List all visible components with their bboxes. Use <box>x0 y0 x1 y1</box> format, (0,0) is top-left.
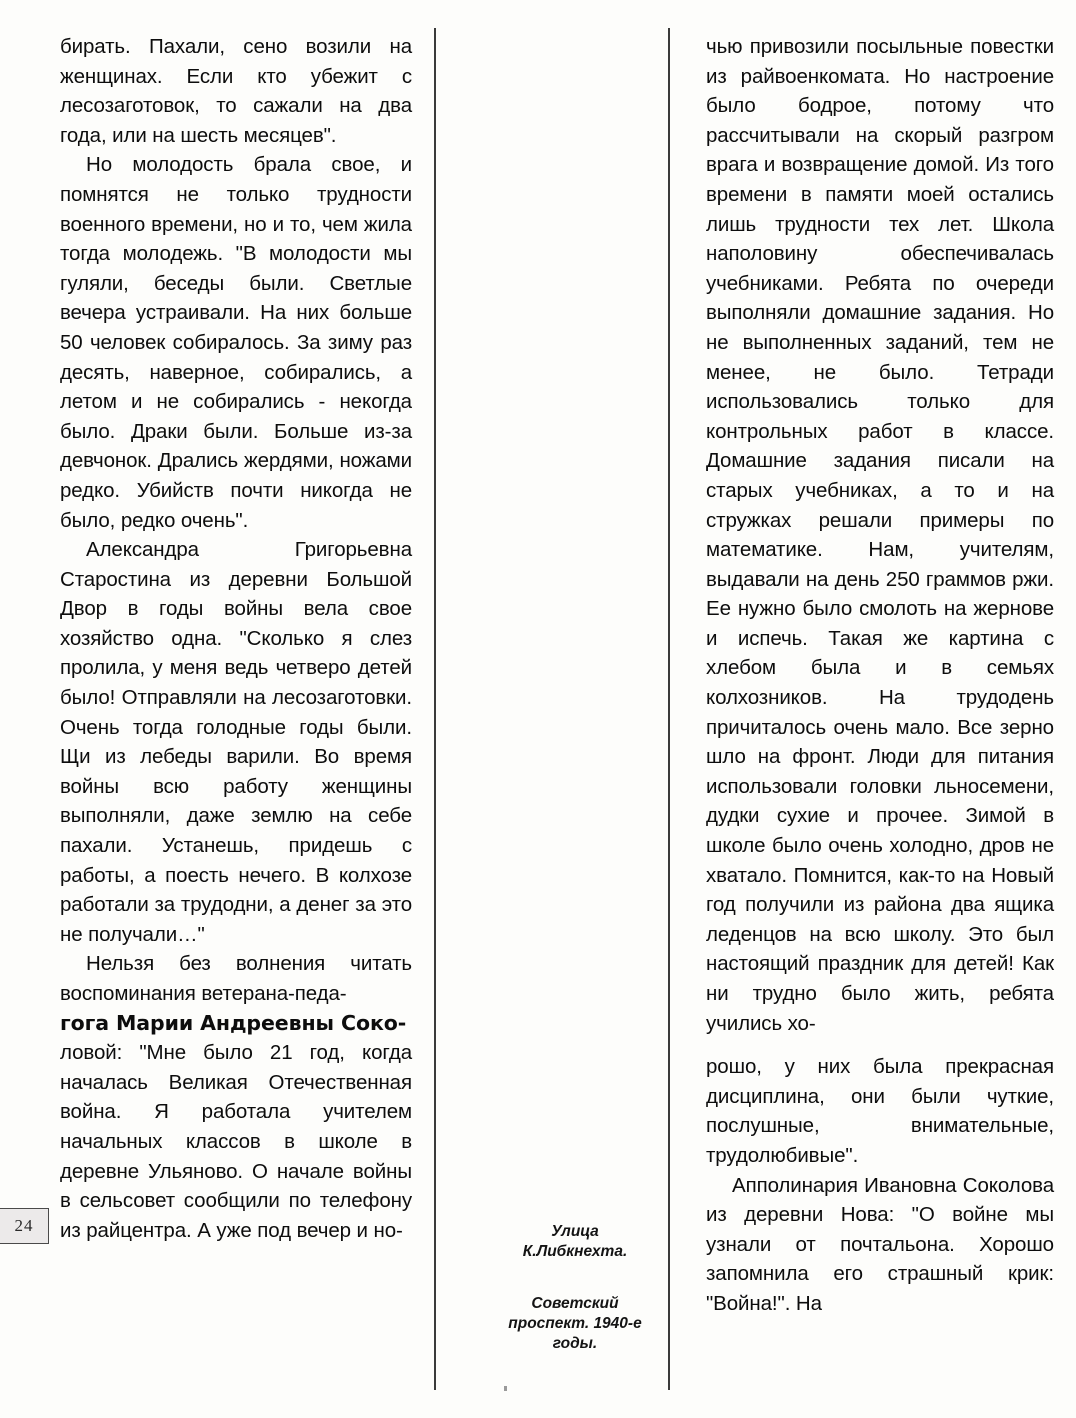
paragraph: бирать. Пахали, сено возили на женщинах. Если кто убежит с лесозаготовок, то сажали на два года, или на шесть месяцев". <box>60 35 412 147</box>
paragraph: ловой: "Мне было 21 год, когда началась Великая Отечественная война. Я работала учителем начальных классов в школе в деревне Ульяново. О начале войны в сельсовет сообщили по телефону из райцентра. А уже под вечер и но- <box>60 1041 412 1242</box>
photo-caption-street: Улица К.Либкнехта. <box>522 1223 628 1260</box>
paragraph: рошо, у них была прекрасная дисциплина, они были чуткие, послушные, внимательные, трудолюбивые". <box>706 1055 1054 1167</box>
column-divider-left <box>434 28 436 1390</box>
scan-artifact <box>504 1386 507 1391</box>
left-text-column <box>60 32 412 1245</box>
paragraph: чью привозили посыльные повестки из райвоенкомата. Но настроение было бодрое, потому что рассчитывали на скорый разгром врага и возвращение домой. Из того времени в памяти моей остались лишь трудности тех лет. Школа наполовину обеспечивалась учебниками. Ребята по очереди выполняли домашние задания. Но не выполненных заданий, тем не менее, не было. Тетради использовались только для контрольных работ в классе. Домашние задания писали на старых учебниках, а то и на стружках решали примеры по математике. Нам, учителям, выдавали на день 250 граммов ржи. Ее нужно было смолоть на жернове и испечь. Такая же картина с хлебом была и в семьях колхозников. На трудодень причиталось очень мало. Все зерно шло на фронт. Люди для питания использовали головки льносемени, дудки сухие и прочее. Зимой в школе было очень холодно, дров не хватало. Помнится, как-то на Новый год получили из района два ящика леденцов на всю школу. Это был настоящий праздник для детей! Как ни трудно было жить, ребята учились хо- <box>706 35 1054 1035</box>
column-divider-right <box>668 28 670 1390</box>
paragraph: Но молодость брала свое, и помнятся не только трудности военного времени, но и то, чем жила тогда молодежь. "В молодости мы гуляли, беседы были. Светлые вечера устраивали. На них больше 50 человек собиралось. За зиму раз десять, наверное, собирались, а летом и не собирались - некогда было. Драки были. Больше из-за девчонок. Дрались жердями, ножами редко. Убийств почти никогда не было, редко очень". <box>60 153 412 532</box>
right-text-column <box>706 32 1054 1319</box>
paragraph: Апполинария Ивановна Соколова из деревни Нова: "О войне мы узнали от почтальона. Хорошо запомнила его страшный крик: "Война!". На <box>706 1173 1054 1315</box>
paragraph: Нельзя без волнения читать воспоминания ветерана-педа- <box>60 952 412 1005</box>
photo-caption-avenue: Советский проспект. 1940-е годы. <box>508 1295 642 1352</box>
emphasized-line: гога Марии Андреевны Соко- <box>60 1010 407 1035</box>
paragraph: Александра Григорьевна Старостина из деревни Большой Двор в годы войны вела свое хозяйство одна. "Сколько я слез пролила, у меня ведь четверо детей было! Отправляли на лесозаготовки. Очень тогда голодные годы были. Щи из лебеды варили. Во время войны всю работу женщины выполняли, даже землю на себе пахали. Устанешь, придешь с работы, а поесть нечего. В колхозе работали за трудодни, а денег за это не получали…" <box>60 538 412 946</box>
page-number: 24 <box>0 1208 49 1244</box>
